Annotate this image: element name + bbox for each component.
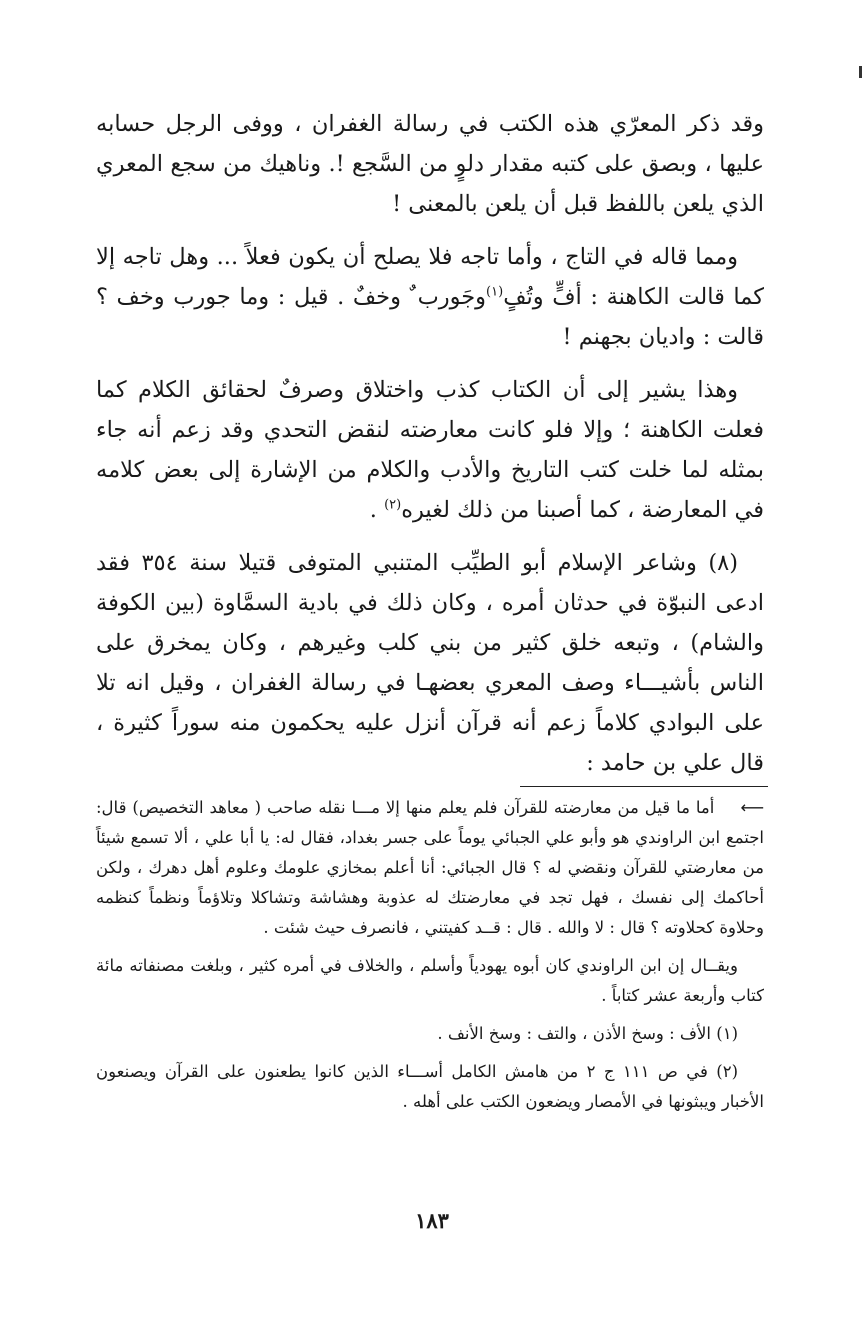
footnote-ref-2: (٢) bbox=[384, 497, 402, 513]
page-number: ١٨٣ bbox=[415, 1208, 449, 1233]
main-text bbox=[96, 104, 764, 796]
paragraph-4: (٨) وشاعر الإسلام أبو الطيِّب المتنبي المتوفى قتيلا سنة ٣٥٤ فقد ادعى النبوّة في حدثان أمره ، وكان ذلك في بادية السمَّاوة (بين الكوفة والشام) ، وتبعه خلق كثير من بني كلب وغيرهم ، وكان يمخرق على الناس بأشيـــاء وصف المعري بعضهـا في رسالة الغفران ، وقيل انه تلا على البوادي كلاماً زعم أنه قرآن أنزل عليه يحكمون منه سوراً كثيرة ، قال علي بن حامد : bbox=[96, 550, 764, 776]
paragraph-3-text: وهذا يشير إلى أن الكتاب كذب واختلاق وصرفٌ لحقائق الكلام كما فعلت الكاهنة ؛ وإلا فلو كانت معارضته لنقض التحدي وقد زعم أنه جاء بمثله لما خلت كتب التاريخ والأدب والكلام من الإشارة إلى بعض كلامه في المعارضة ، كما أصبنا من ذلك لغيره bbox=[96, 377, 764, 523]
continuation-arrow-icon: ⟵ bbox=[740, 798, 764, 817]
paragraph-3 bbox=[96, 370, 764, 530]
footnote-continued-text: أما ما قيل من معارضته للقرآن فلم يعلم منها إلا مـــا نقله صاحب ( معاهد التخصيص) قال: اجتمع ابن الراوندي هو وأبو علي الجبائي يوماً على جسر بغداد، فقال له: يا أبا علي ، ألا تسمع شيئاً من معارضتي للقرآن ونقضي له ؟ قال الجبائي: أنا أعلم بمخازي علومك وعلوم أهل دهرك ، ولكن أحاكمك إلى نفسك ، فهل تجد في معارضتك له عذوبة وهشاشة وتشاكلا وتلاؤماً ونظماً كنظمه وحلاوة كحلاوته ؟ قال : لا والله . قال : قــد كفيتني ، فانصرف حيث شئت . bbox=[96, 798, 764, 937]
footnote-2: (٢) في ص ١١١ ج ٢ من هامش الكامل أســـاء الذين كانوا يطعنون على القرآن ويصنعون الأخبار ويبثونها في الأمصار ويضعون الكتب على أهله . bbox=[96, 1062, 764, 1111]
footnote-continued bbox=[96, 793, 764, 943]
paragraph-2-text: ومما قاله في التاج ، وأما تاجه فلا يصلح أن يكون فعلاً ... وهل تاجه إلا كما قالت الكاهنة : أفٍّ وتُفٍ bbox=[96, 244, 765, 310]
paragraph-2 bbox=[96, 237, 764, 357]
footnote-1: (١) الأف : وسخ الأذن ، والتف : وسخ الأنف . bbox=[437, 1024, 738, 1043]
paragraph-3-end: . bbox=[369, 497, 385, 523]
scan-edge-mark bbox=[859, 66, 862, 78]
footnotes bbox=[96, 793, 764, 1125]
paragraph-2-tail: وجَورب ٌ وخفٌ . قيل : وما جورب وخف ؟ قالت : واديان بجهنم ! bbox=[96, 284, 764, 350]
footnote-ref-1: (١) bbox=[486, 284, 504, 300]
paragraph-1: وقد ذكر المعرّي هذه الكتب في رسالة الغفران ، ووفى الرجل حسابه عليها ، وبصق على كتبه مقدار دلوٍ من السَّجع !. وناهيك من سجع المعري الذي يلعن باللفظ قبل أن يلعن بالمعنى ! bbox=[96, 111, 764, 217]
footnote-ibn-rawandi: ويقــال إن ابن الراوندي كان أبوه يهودياً وأسلم ، والخلاف في أمره كثير ، وبلغت مصنفاته مائة كتاب وأربعة عشر كتاباً . bbox=[96, 956, 764, 1005]
footnote-separator bbox=[520, 786, 768, 787]
